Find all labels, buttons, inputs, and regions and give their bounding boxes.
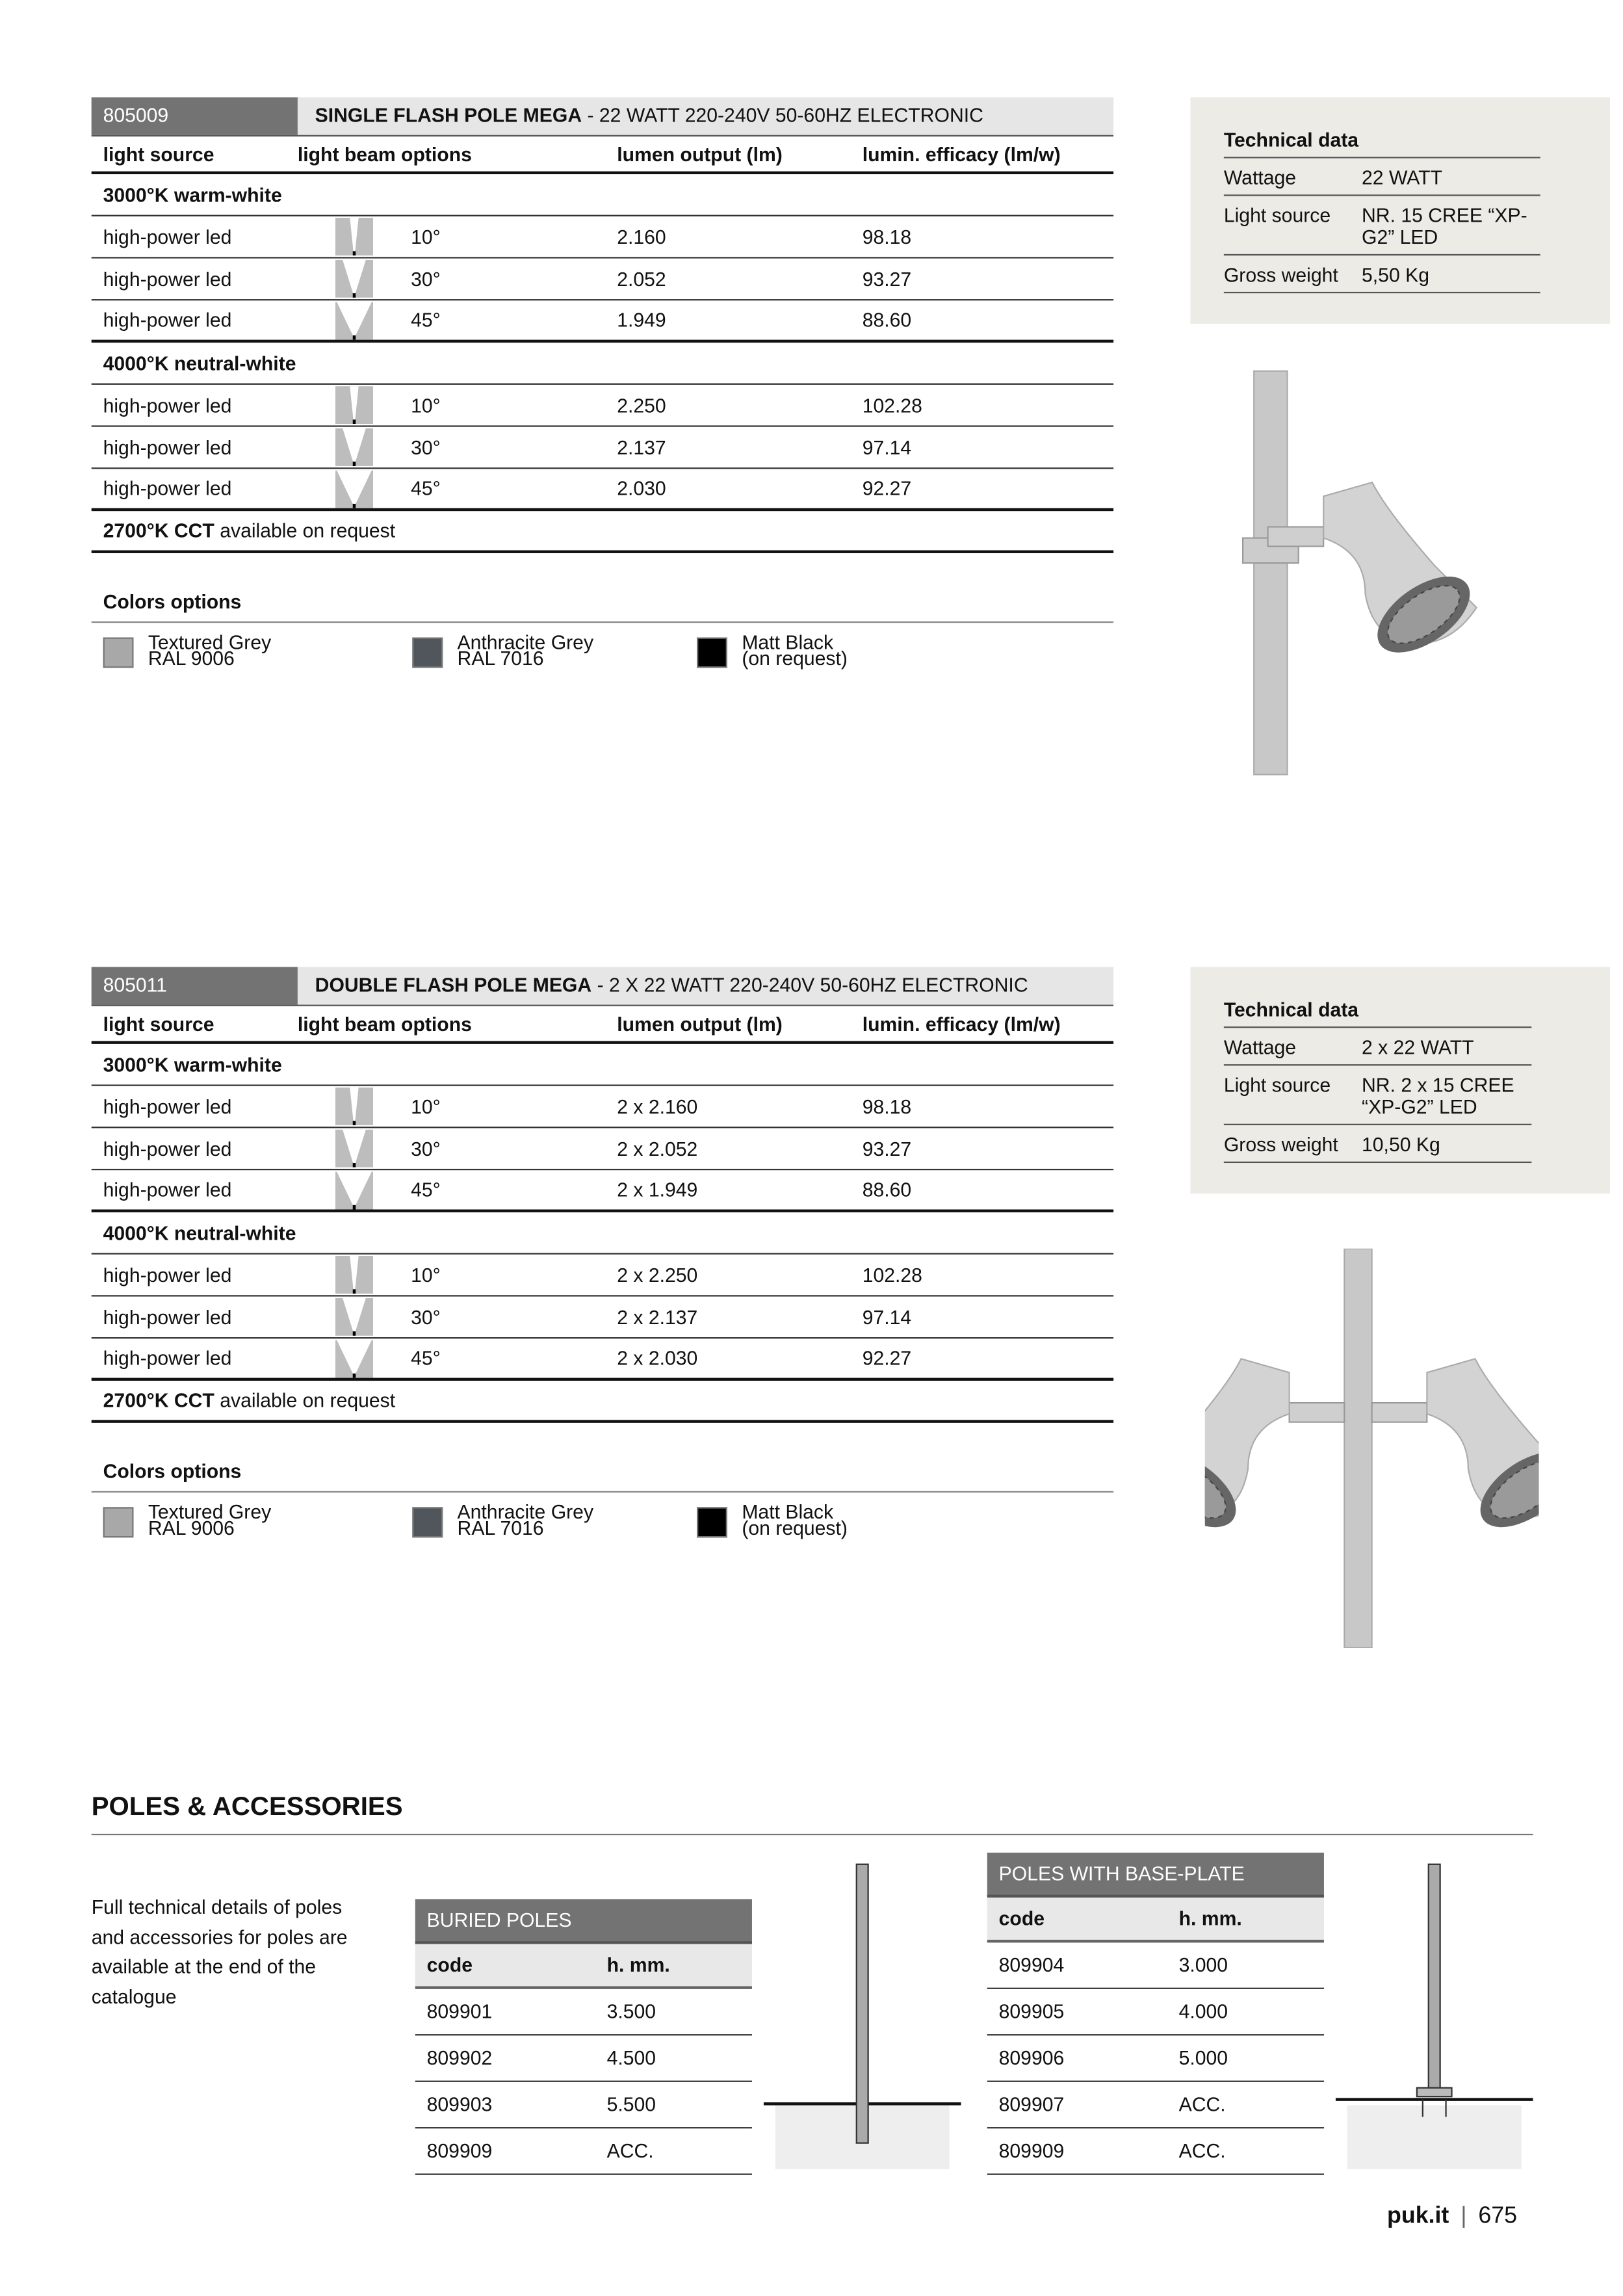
light-source: high-power led — [103, 436, 232, 458]
colors-options-label: Colors options — [103, 591, 242, 613]
table-row — [987, 2128, 1324, 2174]
column-header: lumin. efficacy (lm/w) — [862, 1012, 1061, 1035]
table-row — [92, 259, 1113, 301]
technical-data-row — [1224, 1065, 1532, 1125]
beam-angle-icon — [335, 1171, 373, 1208]
efficacy: 88.60 — [862, 1179, 912, 1201]
tech-value: 2 x 22 WATT — [1362, 1036, 1474, 1059]
buried-pole-diagram — [764, 1861, 961, 2169]
single-flash-pole-image — [1212, 366, 1546, 780]
beam-angle: 10° — [411, 1264, 441, 1286]
product-title — [298, 967, 1028, 1005]
technical-data — [1224, 999, 1532, 1163]
color-option — [697, 1501, 848, 1539]
table-row — [92, 1170, 1113, 1212]
table-row — [92, 216, 1113, 259]
table-title: BURIED POLES — [415, 1899, 752, 1944]
beam-angle: 45° — [411, 477, 441, 500]
efficacy: 88.60 — [862, 309, 912, 332]
table-row — [987, 2035, 1324, 2081]
beam-cell — [298, 260, 617, 298]
page-footer — [1387, 2204, 1517, 2230]
color-code: RAL 7016 — [457, 1517, 544, 1539]
table-row — [415, 2082, 752, 2128]
beam-angle-icon — [335, 1088, 373, 1125]
pole-code: 809905 — [998, 2000, 1065, 2023]
cct-note-rest: available on request — [214, 519, 396, 542]
lumen-output: 2.137 — [617, 436, 666, 458]
table-row — [92, 1297, 1113, 1339]
light-source: high-power led — [103, 1306, 232, 1328]
light-source: high-power led — [103, 309, 232, 332]
column-header: lumen output (lm) — [617, 142, 783, 165]
product-code: 805009 — [92, 98, 298, 135]
color-swatch — [697, 1507, 727, 1537]
pole-height: ACC. — [606, 2140, 654, 2162]
beam-cell — [298, 1256, 617, 1294]
product-title — [298, 98, 983, 135]
cct-note-bold: 2700°K CCT — [103, 1389, 214, 1411]
buried-poles-table — [415, 1899, 752, 2174]
lumen-output: 2 x 2.052 — [617, 1137, 698, 1160]
base-plate-pole-diagram — [1336, 1861, 1533, 2169]
cct-note-text — [92, 520, 395, 542]
product-image — [1212, 366, 1546, 780]
tech-key: Gross weight — [1223, 1134, 1338, 1156]
color-option — [412, 631, 594, 670]
beam-angle: 10° — [411, 394, 441, 416]
cct-note — [92, 1381, 1113, 1423]
color-swatch — [103, 1507, 134, 1537]
divider — [92, 1834, 1533, 1835]
tech-key: Light source — [1223, 1074, 1331, 1097]
column-headers — [415, 1944, 752, 1989]
technical-data-title: Technical data — [1224, 129, 1540, 159]
poles-note: Full technical details of poles and accessories for poles are available at the end of the catalogue — [91, 1896, 348, 2007]
pole-code: 809909 — [998, 2140, 1065, 2162]
cct-note — [92, 511, 1113, 553]
product-spec-table — [92, 967, 1113, 1548]
tech-key: Wattage — [1223, 166, 1297, 189]
light-source: high-power led — [103, 268, 232, 290]
color-option — [103, 1501, 272, 1539]
light-source: high-power led — [103, 226, 232, 248]
product-header — [92, 967, 1113, 1006]
pole-height: 5.500 — [606, 2093, 656, 2116]
column-header: code — [998, 1907, 1045, 1930]
group-label: 3000°K warm-white — [103, 183, 282, 206]
column-headers — [92, 137, 1113, 174]
color-swatch — [412, 638, 443, 668]
light-source: high-power led — [103, 1179, 232, 1201]
lumen-output: 2 x 2.160 — [617, 1095, 698, 1117]
beam-angle-icon — [335, 1130, 373, 1168]
tech-key: Wattage — [1223, 1036, 1297, 1059]
beam-angle-icon — [335, 1256, 373, 1294]
product-header — [92, 98, 1113, 137]
tech-value: 5,50 Kg — [1362, 264, 1429, 286]
pole-code: 809904 — [998, 1954, 1065, 1976]
table-row — [92, 427, 1113, 469]
base-plate-poles-table — [987, 1853, 1324, 2175]
group-row — [92, 343, 1113, 385]
pole-code: 809901 — [426, 2000, 493, 2023]
beam-angle: 30° — [411, 1306, 441, 1328]
efficacy: 92.27 — [862, 1347, 912, 1370]
beam-cell — [298, 428, 617, 466]
light-source: high-power led — [103, 1347, 232, 1370]
pole-code: 809902 — [426, 2047, 493, 2069]
lumen-output: 2.052 — [617, 268, 666, 290]
technical-data-box — [1190, 98, 1609, 324]
table-row — [92, 469, 1113, 511]
pole-code: 809909 — [426, 2140, 493, 2162]
beam-cell — [298, 1171, 617, 1208]
divider — [92, 621, 1113, 623]
column-header: lumen output (lm) — [617, 1012, 783, 1035]
cct-note-bold: 2700°K CCT — [103, 519, 214, 542]
table-row — [92, 385, 1113, 427]
beam-angle-icon — [335, 1298, 373, 1336]
group-row — [92, 1212, 1113, 1255]
lumen-output: 2 x 1.949 — [617, 1179, 698, 1201]
product-spec-table — [92, 98, 1113, 678]
pole-height: ACC. — [1178, 2093, 1226, 2116]
column-header: light beam options — [297, 1012, 472, 1035]
technical-data-row — [1224, 1028, 1532, 1065]
group-label: 4000°K neutral-white — [103, 1221, 296, 1244]
color-option — [412, 1501, 594, 1539]
light-source: high-power led — [103, 394, 232, 416]
technical-data-row — [1224, 255, 1540, 293]
lumen-output: 2.160 — [617, 226, 666, 248]
color-swatch — [103, 638, 134, 668]
beam-cell — [298, 301, 617, 339]
beam-angle-icon — [335, 218, 373, 255]
pole-code: 809906 — [998, 2047, 1065, 2069]
group-row — [92, 174, 1113, 216]
beam-angle-icon — [335, 301, 373, 339]
tech-value: NR. 15 CREE “XP-G2” LED — [1362, 204, 1527, 248]
color-swatch — [697, 638, 727, 668]
beam-angle: 45° — [411, 1179, 441, 1201]
table-title: POLES WITH BASE-PLATE — [987, 1853, 1324, 1898]
product-name: SINGLE FLASH POLE MEGA — [315, 104, 582, 127]
color-name: Textured Grey — [148, 1501, 272, 1523]
color-label — [742, 1501, 848, 1539]
lumen-output: 2.250 — [617, 394, 666, 416]
beam-angle-icon — [335, 428, 373, 466]
pole-height: 3.500 — [606, 2000, 656, 2023]
technical-data-row — [1224, 196, 1540, 256]
color-name: Matt Black — [742, 1501, 834, 1523]
pole-height: 4.500 — [606, 2047, 656, 2069]
table-row — [92, 1255, 1113, 1297]
efficacy: 93.27 — [862, 1137, 912, 1160]
lumen-output: 2 x 2.250 — [617, 1264, 698, 1286]
section-title: POLES & ACCESSORIES — [91, 1792, 403, 1821]
color-name: Matt Black — [742, 631, 834, 654]
color-code: (on request) — [742, 1517, 848, 1539]
lumen-output: 2 x 2.137 — [617, 1306, 698, 1328]
beam-angle: 30° — [411, 1137, 441, 1160]
column-header: light source — [103, 142, 214, 165]
beam-angle-icon — [335, 1339, 373, 1377]
technical-data-box — [1190, 967, 1609, 1194]
pole-height: 5.000 — [1178, 2047, 1228, 2069]
pole-height: ACC. — [1178, 2140, 1226, 2162]
site-link[interactable]: puk.it — [1387, 2204, 1449, 2229]
product-code: 805011 — [92, 967, 298, 1005]
lumen-output: 2 x 2.030 — [617, 1347, 698, 1370]
efficacy: 97.14 — [862, 436, 912, 458]
product-image — [1205, 1249, 1539, 1648]
efficacy: 93.27 — [862, 268, 912, 290]
column-header: h. mm. — [606, 1954, 670, 1976]
color-name: Textured Grey — [148, 631, 272, 654]
cct-note-text — [92, 1389, 395, 1411]
efficacy: 98.18 — [862, 1095, 912, 1117]
color-label — [148, 631, 272, 670]
table-row — [415, 1989, 752, 2035]
tech-value: NR. 2 x 15 CREE “XP-G2” LED — [1362, 1074, 1514, 1118]
divider — [92, 1491, 1113, 1493]
beam-angle-icon — [335, 260, 373, 298]
beam-cell — [298, 1339, 617, 1377]
beam-angle-icon — [335, 386, 373, 424]
tech-key: Light source — [1223, 204, 1331, 227]
efficacy: 102.28 — [862, 394, 922, 416]
beam-cell — [298, 218, 617, 255]
light-source: high-power led — [103, 1095, 232, 1117]
table-row — [415, 2128, 752, 2174]
beam-cell — [298, 1130, 617, 1168]
beam-angle: 45° — [411, 1347, 441, 1370]
beam-cell — [298, 1088, 617, 1125]
technical-data-row — [1224, 158, 1540, 196]
beam-cell — [298, 470, 617, 508]
cct-note-rest: available on request — [214, 1389, 396, 1411]
tech-value: 22 WATT — [1362, 166, 1443, 189]
color-option — [103, 631, 272, 670]
beam-angle: 45° — [411, 309, 441, 332]
table-row — [92, 300, 1113, 343]
technical-data-title: Technical data — [1224, 999, 1532, 1028]
table-row — [92, 1128, 1113, 1170]
color-label — [457, 1501, 594, 1539]
product-spec: - 2 X 22 WATT 220-240V 50-60HZ ELECTRONIC — [591, 974, 1028, 997]
table-row — [92, 1086, 1113, 1128]
color-name: Anthracite Grey — [457, 631, 594, 654]
pole-height: 4.000 — [1178, 2000, 1228, 2023]
light-source: high-power led — [103, 1137, 232, 1160]
lumen-output: 1.949 — [617, 309, 666, 332]
column-header: lumin. efficacy (lm/w) — [862, 142, 1061, 165]
page-number: 675 — [1478, 2204, 1518, 2229]
efficacy: 97.14 — [862, 1306, 912, 1328]
product-spec: - 22 WATT 220-240V 50-60HZ ELECTRONIC — [582, 104, 983, 127]
column-header: light source — [103, 1012, 214, 1035]
efficacy: 92.27 — [862, 477, 912, 500]
color-label — [457, 631, 594, 670]
beam-angle-icon — [335, 470, 373, 508]
efficacy: 98.18 — [862, 226, 912, 248]
column-headers — [987, 1898, 1324, 1942]
beam-cell — [298, 386, 617, 424]
pole-diagram-icon — [764, 1861, 961, 2169]
beam-angle: 30° — [411, 436, 441, 458]
table-row — [987, 2082, 1324, 2128]
column-headers — [92, 1006, 1113, 1044]
colors-options-label: Colors options — [103, 1460, 242, 1483]
technical-data — [1224, 129, 1540, 293]
pole-diagram-icon — [1336, 1861, 1533, 2169]
product-name: DOUBLE FLASH POLE MEGA — [315, 974, 592, 997]
group-label: 4000°K neutral-white — [103, 352, 296, 374]
double-flash-pole-image — [1205, 1249, 1539, 1648]
color-name: Anthracite Grey — [457, 1501, 594, 1523]
color-swatch — [412, 1507, 443, 1537]
group-row — [92, 1044, 1113, 1086]
efficacy: 102.28 — [862, 1264, 922, 1286]
light-source: high-power led — [103, 477, 232, 500]
tech-value: 10,50 Kg — [1362, 1134, 1440, 1156]
color-code: RAL 9006 — [148, 1517, 235, 1539]
column-header: code — [426, 1954, 473, 1976]
beam-angle: 30° — [411, 268, 441, 290]
color-option — [697, 631, 848, 670]
beam-angle: 10° — [411, 1095, 441, 1117]
color-code: RAL 9006 — [148, 647, 235, 670]
table-row — [92, 1338, 1113, 1381]
pole-height: 3.000 — [1178, 1954, 1228, 1976]
pole-code: 809907 — [998, 2093, 1065, 2116]
table-row — [415, 2035, 752, 2081]
column-header: light beam options — [297, 142, 472, 165]
color-label — [742, 631, 848, 670]
beam-angle: 10° — [411, 226, 441, 248]
column-header: h. mm. — [1178, 1907, 1242, 1930]
pole-code: 809903 — [426, 2093, 493, 2116]
color-code: RAL 7016 — [457, 647, 544, 670]
footer-separator: | — [1461, 2204, 1467, 2229]
lumen-output: 2.030 — [617, 477, 666, 500]
technical-data-row — [1224, 1125, 1532, 1163]
color-code: (on request) — [742, 647, 848, 670]
table-row — [987, 1989, 1324, 2035]
table-row — [987, 1942, 1324, 1989]
light-source: high-power led — [103, 1264, 232, 1286]
group-label: 3000°K warm-white — [103, 1053, 282, 1075]
beam-cell — [298, 1298, 617, 1336]
tech-key: Gross weight — [1223, 264, 1338, 286]
color-label — [148, 1501, 272, 1539]
